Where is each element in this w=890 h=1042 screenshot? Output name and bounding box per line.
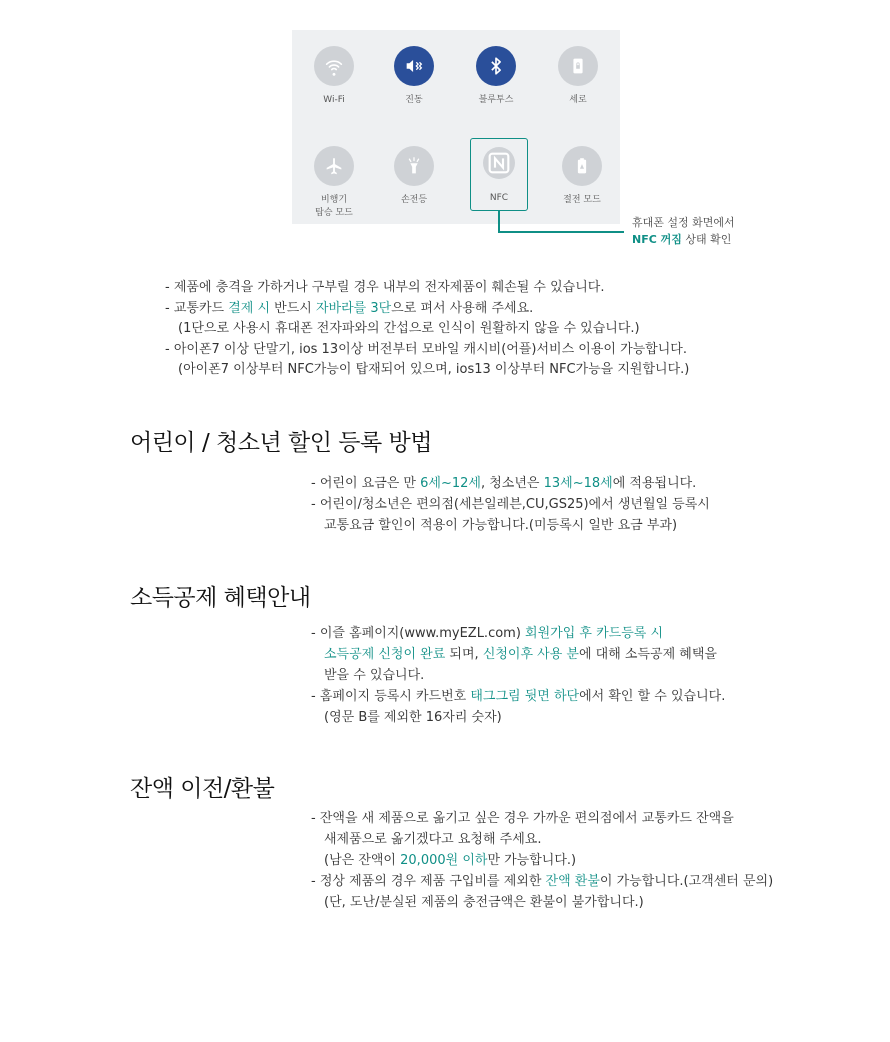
body-line: 교통요금 할인이 적용이 가능합니다.(미등록시 일반 요금 부과) bbox=[324, 518, 678, 533]
body-text: - 어린이 요금은 만 bbox=[311, 476, 421, 491]
note-text: 반드시 bbox=[270, 300, 316, 316]
section-title-youth: 어린이 / 청소년 할인 등록 방법 bbox=[130, 430, 432, 456]
body-text: 에 대해 소득공제 혜택을 bbox=[578, 647, 717, 662]
tile-label: 세로 bbox=[569, 95, 587, 105]
tile-label: 비행기 bbox=[320, 195, 348, 205]
rotation-lock-icon bbox=[558, 46, 598, 86]
body-highlight: 회원가입 후 카드등록 시 bbox=[525, 626, 664, 641]
body-highlight: 6세~12세 bbox=[420, 476, 481, 491]
notes-list bbox=[165, 278, 689, 381]
wifi-icon bbox=[314, 46, 354, 86]
bluetooth-icon bbox=[476, 46, 516, 86]
note-item bbox=[165, 299, 689, 320]
callout-line-1: 휴대폰 설정 화면에서 bbox=[632, 216, 735, 229]
section-body-youth bbox=[311, 473, 710, 536]
body-text: , 청소년은 bbox=[480, 476, 544, 491]
body-highlight: 소득공제 신청이 완료 bbox=[324, 647, 446, 662]
note-item: (아이폰7 이상부터 NFC가능이 탑재되어 있으며, ios13 이상부터 NFC가능을 지원합니다.) bbox=[178, 362, 690, 377]
body-line bbox=[311, 686, 725, 707]
nfc-icon bbox=[483, 147, 515, 179]
callout-highlight: NFC 꺼짐 bbox=[632, 233, 682, 246]
nfc-callout bbox=[632, 214, 735, 248]
vibrate-icon bbox=[394, 46, 434, 86]
nfc-highlight-box bbox=[470, 138, 528, 211]
section-body-refund bbox=[311, 808, 773, 913]
body-highlight: 태그그림 뒷면 하단 bbox=[470, 689, 580, 704]
body-text: 에서 확인 할 수 있습니다. bbox=[579, 689, 726, 704]
quick-settings-panel bbox=[292, 30, 620, 224]
body-line: 새제품으로 옮기겠다고 요청해 주세요. bbox=[324, 832, 542, 847]
body-line: (영문 B를 제외한 16자리 숫자) bbox=[324, 710, 502, 725]
tile-label: 블루투스 bbox=[478, 95, 514, 105]
tile-label: 절전 모드 bbox=[563, 195, 601, 205]
body-line bbox=[311, 473, 710, 494]
body-line: - 어린이/청소년은 편의점(세븐일레븐,CU,GS25)에서 생년월일 등록시 bbox=[311, 497, 710, 512]
body-text: 에 적용됩니다. bbox=[612, 476, 697, 491]
body-line: (단, 도난/분실된 제품의 충전금액은 환불이 불가합니다.) bbox=[324, 895, 644, 910]
section-title-refund: 잔액 이전/환불 bbox=[130, 776, 275, 802]
body-highlight: 20,000원 이하 bbox=[400, 853, 488, 868]
note-text: 으로 펴서 사용해 주세요. bbox=[391, 300, 534, 316]
body-line bbox=[311, 644, 725, 665]
body-text: - 정상 제품의 경우 제품 구입비를 제외한 bbox=[311, 874, 546, 889]
note-text: - 교통카드 bbox=[165, 300, 229, 316]
tile-bluetooth bbox=[456, 46, 536, 107]
power-saving-icon bbox=[562, 146, 602, 186]
note-item: (1단으로 사용시 휴대폰 전자파와의 간섭으로 인식이 원활하지 않을 수 있습니다.) bbox=[178, 321, 640, 336]
tile-power-saving bbox=[542, 146, 622, 207]
body-line: 받을 수 있습니다. bbox=[324, 668, 425, 683]
body-line: - 잔액을 새 제품으로 옮기고 싶은 경우 가까운 편의점에서 교통카드 잔액을 bbox=[311, 811, 734, 826]
tile-label: 진동 bbox=[405, 95, 423, 105]
body-text: 이 가능합니다.(고객센터 문의) bbox=[599, 874, 774, 889]
tile-label: Wi-Fi bbox=[323, 95, 345, 105]
body-line bbox=[311, 871, 773, 892]
tile-vibrate bbox=[374, 46, 454, 107]
body-line bbox=[311, 623, 725, 644]
body-text: - 이즐 홈페이지(www.myEZL.com) bbox=[311, 626, 526, 641]
tile-wifi bbox=[294, 46, 374, 107]
tile-label: NFC bbox=[489, 193, 509, 203]
section-title-tax: 소득공제 혜택안내 bbox=[130, 585, 311, 611]
note-highlight: 자바라를 3단 bbox=[315, 300, 392, 316]
tile-airplane bbox=[294, 146, 374, 220]
body-text: 만 가능합니다.) bbox=[487, 853, 577, 868]
body-highlight: 13세~18세 bbox=[543, 476, 613, 491]
body-text: 되며, bbox=[445, 647, 483, 662]
callout-rest: 상태 확인 bbox=[681, 233, 732, 246]
note-item: - 제품에 충격을 가하거나 구부릴 경우 내부의 전자제품이 훼손될 수 있습니다. bbox=[165, 280, 605, 295]
body-highlight: 잔액 환불 bbox=[545, 874, 600, 889]
tile-label: 손전등 bbox=[400, 195, 428, 205]
tile-flashlight bbox=[374, 146, 454, 207]
body-line bbox=[311, 850, 773, 871]
callout-line-2 bbox=[632, 231, 735, 248]
tile-rotation bbox=[538, 46, 618, 107]
callout-line bbox=[498, 231, 624, 233]
callout-line bbox=[498, 211, 500, 233]
note-highlight: 결제 시 bbox=[228, 300, 271, 316]
note-item: - 아이폰7 이상 단말기, ios 13이상 버전부터 모바일 캐시비(어플)서비스 이용이 가능합니다. bbox=[165, 341, 687, 357]
section-body-tax bbox=[311, 623, 725, 728]
body-highlight: 신청이후 사용 분 bbox=[482, 647, 579, 662]
tile-label-second: 탑승 모드 bbox=[315, 208, 353, 218]
flashlight-icon bbox=[394, 146, 434, 186]
body-text: - 홈페이지 등록시 카드번호 bbox=[311, 689, 471, 704]
body-text: (남은 잔액이 bbox=[324, 853, 401, 868]
airplane-icon bbox=[314, 146, 354, 186]
